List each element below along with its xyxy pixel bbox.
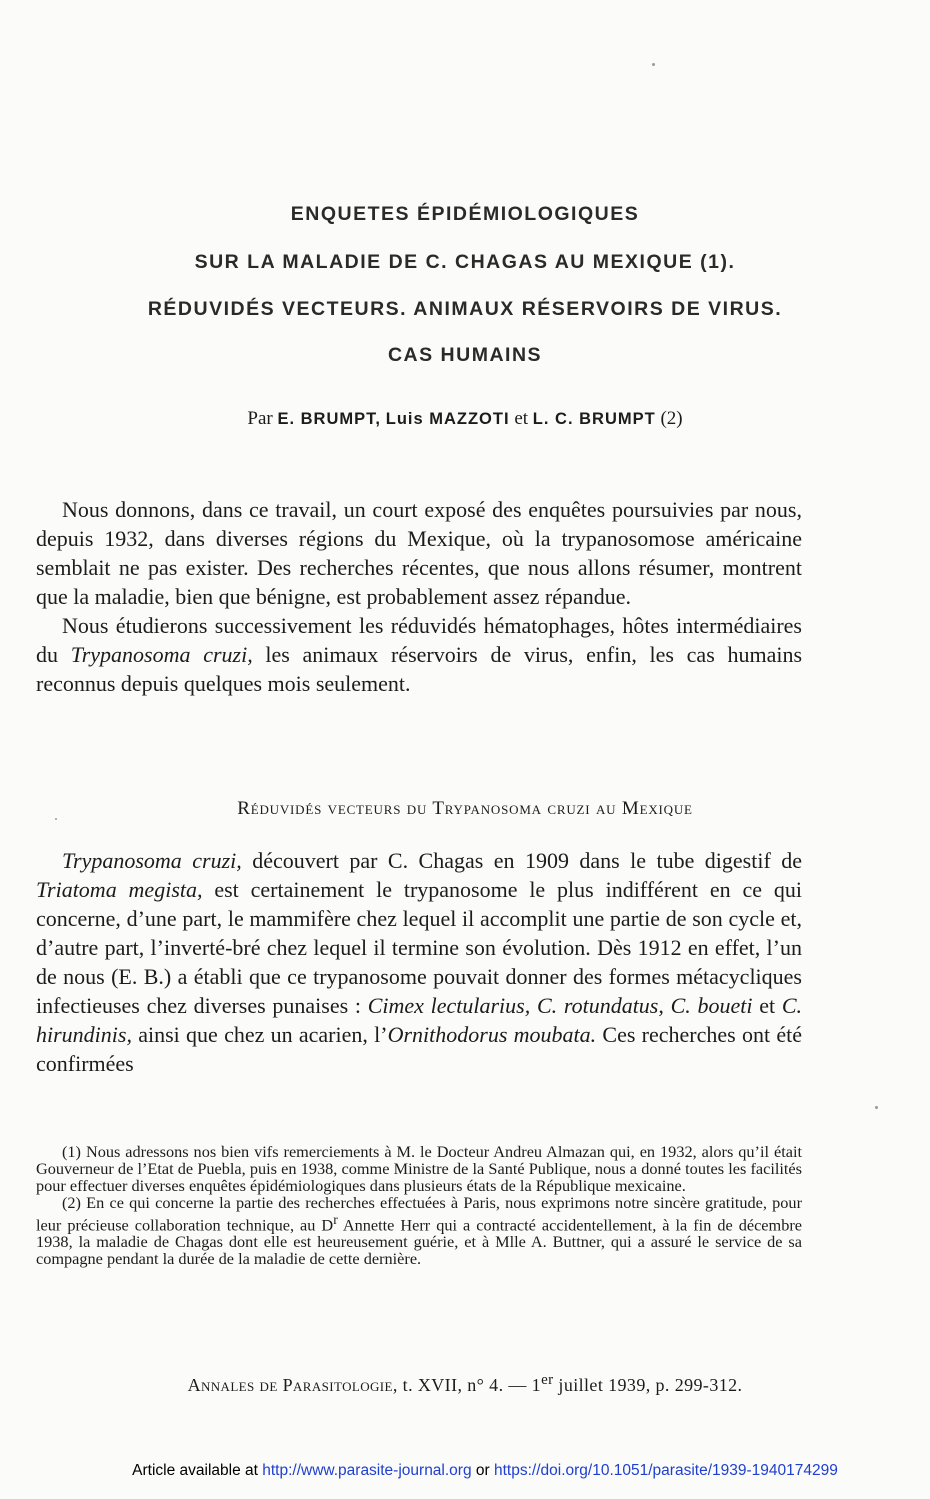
section-heading: Réduvidés vecteurs du Trypanosoma cruzi au Mexique <box>237 798 693 819</box>
species-name: C. hirundinis, <box>36 993 802 1047</box>
species-name: Cimex lectularius, C. rotundatus, C. boueti <box>367 993 753 1018</box>
authors-line <box>0 408 930 430</box>
footnote-2-sup: r <box>333 1212 338 1227</box>
intro-paragraph-2 <box>36 611 802 698</box>
section-text-h: ainsi que chez un acarien, l’ <box>131 1022 388 1047</box>
journal-date-pages: juillet 1939, p. 299-312. <box>553 1375 743 1395</box>
scan-speck <box>55 818 57 820</box>
species-name: Trypanosoma cruzi, <box>70 642 253 667</box>
section-paragraph <box>36 846 802 1078</box>
scan-speck <box>875 1106 878 1109</box>
section-text-f: et <box>752 993 782 1018</box>
intro-p2-text-a: Nous étudierons successivement les réduvidés hématophages, hôtes intermédiaires du <box>36 613 802 667</box>
authors-footnote-ref: (2) <box>660 408 683 429</box>
title-line-4: CAS HUMAINS <box>387 344 543 366</box>
journal-link[interactable]: http://www.parasite-journal.org <box>262 1462 472 1479</box>
intro-paragraph-1: Nous donnons, dans ce travail, un court exposé des enquêtes poursuivies par nous, depuis 1932, dans diverses régions du Mexique, où la trypanosomose américaine semblait ne pas exister. Des recherches récentes, que nous allons résumer, montrent que la maladie, bien que bénigne, est probablement assez répandue. <box>36 497 802 609</box>
intro-p2-text-c: les animaux réservoirs de virus, enfin, les cas humains reconnus depuis quelques mois seulement. <box>36 642 803 696</box>
journal-volume: t. XVII, n° 4. — 1 <box>397 1375 542 1395</box>
title-line-3: RÉDUVIDÉS VECTEURS. ANIMAUX RÉSERVOIRS DE VIRUS. <box>147 298 783 320</box>
authors-conjunction: et <box>514 408 529 429</box>
section-text-d: est certainement le trypanosome le plus indifférent en ce qui concerne, d’une part, le mammifère chez lequel il accomplit une partie de son cycle et, d’autre part, l’inverté-bré chez lequel il termine son évolution. Dès 1912 en effet, l’un de nous (E. B.) a établi que ce trypanosome pouvait donner des formes métacycliques infectieuses chez diverses punaises : <box>36 877 802 1018</box>
intro-text <box>36 495 802 698</box>
author-1: E. BRUMPT, <box>277 410 381 428</box>
title-line-1: ENQUETES ÉPIDÉMIOLOGIQUES <box>290 203 640 225</box>
footnote-1: (1) Nous adressons nos bien vifs remerciements à M. le Docteur Andreu Almazan qui, en 1932, alors qu’il était Gouverneur de l’Etat de Puebla, puis en 1938, comme Ministre de la Santé Publique, nous a donné toutes les facilités pour effectuer diverses enquêtes épidémiologiques dans plusieurs états de la République mexicaine. <box>36 1142 802 1195</box>
section-text <box>36 846 802 1078</box>
author-3: L. C. BRUMPT <box>532 410 656 428</box>
footnote-2 <box>36 1194 802 1267</box>
species-name: Trypanosoma cruzi, <box>62 848 242 873</box>
footnote-2-text-b: Annette Herr qui a contracté accidentellement, à la fin de décembre 1938, la maladie de Chagas dont elle est heureusement guérie, et à Mlle A. Buttner, qui a assuré le service de sa compagne pendant la durée de la maladie de cette dernière. <box>36 1215 802 1269</box>
section-text-j: Ces recherches ont été confirmées <box>36 1022 802 1076</box>
footer-prefix: Article available at <box>132 1462 263 1479</box>
footer-middle: or <box>471 1462 494 1479</box>
doi-link[interactable]: https://doi.org/10.1051/parasite/1939-1940174299 <box>494 1462 838 1479</box>
footnotes <box>36 1143 802 1267</box>
species-name: Triatoma megista, <box>36 877 203 902</box>
section-text-b: découvert par C. Chagas en 1909 dans le tube digestif de <box>241 848 802 873</box>
title-line-2: SUR LA MALADIE DE C. CHAGAS AU MEXIQUE (1). <box>194 251 736 273</box>
journal-citation <box>0 1372 930 1396</box>
journal-name: Annales de Parasitologie, <box>187 1375 398 1395</box>
scan-speck <box>652 63 655 66</box>
journal-sup: er <box>541 1372 554 1388</box>
author-2: Luis MAZZOTI <box>385 410 510 428</box>
authors-prefix: Par <box>247 408 273 429</box>
availability-footer <box>0 1462 930 1480</box>
footnote-2-text-a: (2) En ce qui concerne la partie des recherches effectuées à Paris, nous exprimons notre sincère gratitude, pour leur précieuse collaboration technique, au D <box>36 1193 802 1235</box>
species-name: Ornithodorus moubata. <box>387 1022 597 1047</box>
